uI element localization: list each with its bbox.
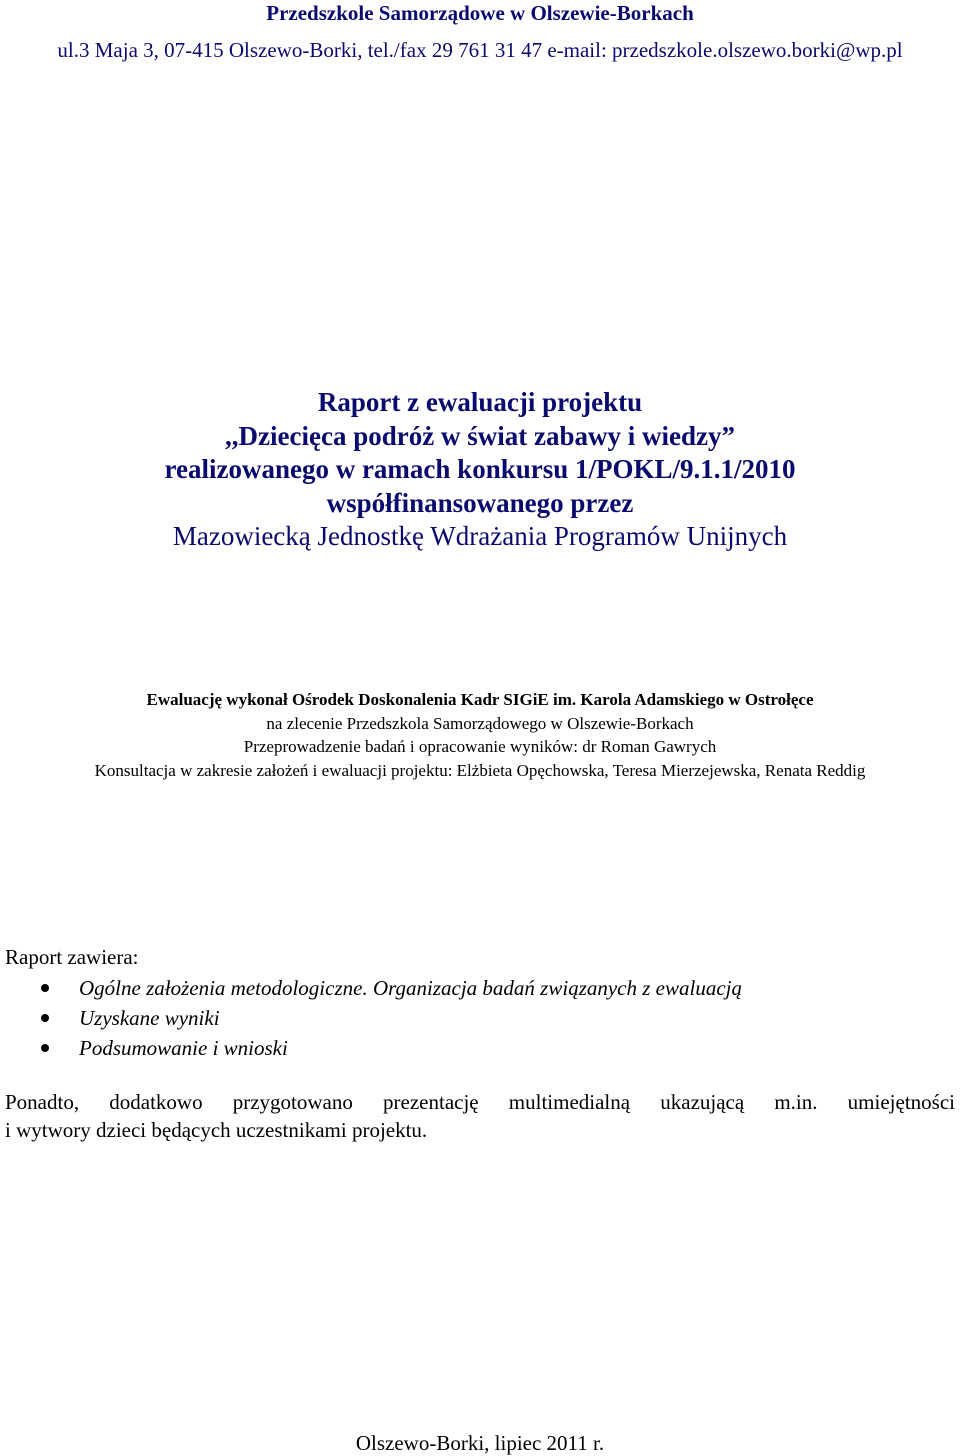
bullet-icon <box>41 984 49 992</box>
institution-address: ul.3 Maja 3, 07-415 Olszewo-Borki, tel./fax 29 761 31 47 e-mail: przedszkole.olszewo.borki@wp.pl <box>57 38 903 62</box>
additional-line-2: i wytwory dzieci będących uczestnikami projektu. <box>5 1118 428 1142</box>
credits-line-3: Przeprowadzenie badań i opracowanie wyników: dr Roman Gawrych <box>243 737 717 756</box>
contents-list <box>0 973 960 1063</box>
additional-line-1: Ponadto, dodatkowo przygotowano prezentację multimedialną ukazującą m.in. umiejętności <box>5 1090 955 1114</box>
title-line-2: ,,Dziecięca podróż w świat zabawy i wiedzy” <box>225 420 735 451</box>
contents-title: Raport zawiera: <box>5 945 139 969</box>
title-line-5: Mazowiecką Jednostkę Wdrażania Programów Unijnych <box>172 521 788 551</box>
bullet-icon <box>41 1014 49 1022</box>
list-item <box>0 973 960 1003</box>
report-title <box>0 386 960 554</box>
list-item <box>0 1003 960 1033</box>
title-line-1: Raport z ewaluacji projektu <box>317 387 643 417</box>
list-item <box>0 1033 960 1063</box>
credits-line-4: Konsultacja w zakresie założeń i ewaluacji projektu: Elżbieta Opęchowska, Teresa Mierzejewska, Renata Reddig <box>94 760 866 780</box>
institution-name: Przedszkole Samorządowe w Olszewie-Borkach <box>266 1 694 25</box>
title-line-3: realizowanego w ramach konkursu 1/POKL/9.1.1/2010 <box>164 454 796 484</box>
title-line-4: współfinansowanego przez <box>326 487 634 518</box>
list-item-text: Podsumowanie i wnioski <box>79 1036 288 1060</box>
list-item-text: Ogólne założenia metodologiczne. Organizacja badań związanych z ewaluacją <box>79 976 742 1000</box>
credits-line-2: na zlecenie Przedszkola Samorządowego w Olszewie-Borkach <box>266 713 694 733</box>
additional-paragraph <box>5 1088 955 1144</box>
credits-block <box>0 688 960 782</box>
credits-line-1: Ewaluację wykonał Ośrodek Doskonalenia Kadr SIGiE im. Karola Adamskiego w Ostrołęce <box>146 690 814 709</box>
list-item-text: Uzyskane wyniki <box>79 1006 220 1030</box>
bullet-icon <box>41 1044 49 1052</box>
place-date: Olszewo-Borki, lipiec 2011 r. <box>355 1431 605 1455</box>
